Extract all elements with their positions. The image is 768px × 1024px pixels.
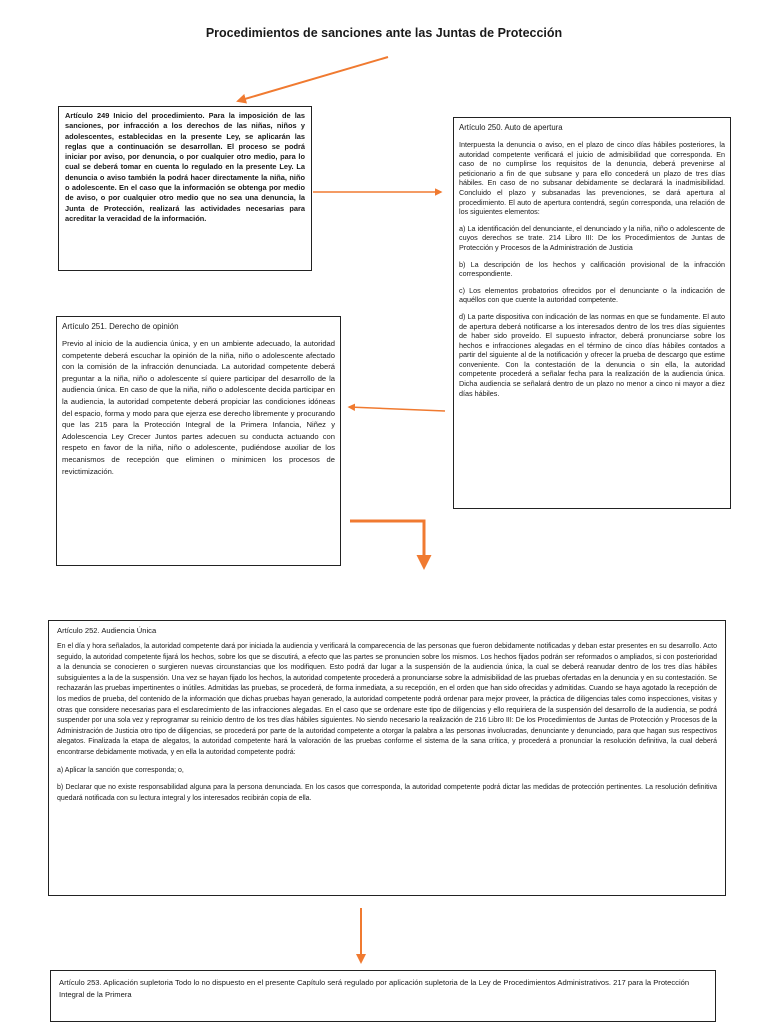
article-253-text: Artículo 253. Aplicación supletoria Todo lo no dispuesto en el presente Capítulo será regulado por aplicación supletoria de la Ley de Procedimientos Administrativos. 217 para la Protección Integral de la Primera <box>59 978 690 999</box>
article-253-box <box>50 970 716 1022</box>
arrow-251-to-252 <box>350 521 424 567</box>
article-250-item-c: c) Los elementos probatorios ofrecidos por el denunciante o la indicación de aquéllos con que cuente la autoridad competente. <box>459 285 725 305</box>
arrow-250-to-251 <box>349 407 445 411</box>
article-252-item-a: a) Aplicar la sanción que corresponda; o, <box>57 766 184 774</box>
article-250-paragraph: Interpuesta la denuncia o aviso, en el plazo de cinco días hábiles posteriores, la autoridad competente verificará el juicio de admisibilidad que corresponda. En caso de no cumplirse los requisitos de la denuncia, deberá prevenirse al peticionario a fin de que subsane y para ello concederá un plazo de tres días hábiles. En caso de no subsanar debidamente se declarará la inadmisibilidad. Concluido el plazo y subsanadas las prevenciones, se dará apertura al procedimiento. El auto de apertura contendrá, según corresponda, una relación de los siguientes elementos: <box>459 140 725 217</box>
article-250-item-b: b) La descripción de los hechos y calificación provisional de la infracción correspondiente. <box>459 259 725 279</box>
article-251-box <box>56 316 341 566</box>
article-252-paragraph: En el día y hora señalados, la autoridad competente dará por iniciada la audiencia y verificará la comparecencia de las personas que fueron debidamente notificadas y deban estar presentes en su desarrollo. Acto seguido, la autoridad competente fijará los hechos, sobre los que se discutirá, a efecto que las partes se pronuncien sobre los mismos. Los hechos fijados podrán ser reformados o ampliados, si con posterioridad a la denuncia se conocieren o surgieren nuevas circunstancias que los modifiquen. Esto podrá dar lugar a la suspensión de la audiencia única, la cual se deberá reanudar dentro de los tres días hábiles subsiguientes a la de la suspensión. Una vez se hayan fijado los hechos, la autoridad competente procederá a pronunciarse sobre la admisibilidad de las pruebas ofertadas en la denuncia y en su contestación. Se rechazarán las pruebas impertinentes o inútiles. Admitidas las pruebas, se procederá, de forma inmediata, a su recepción, en el orden que han sido ofrecidas y admitidas. Cuando se haya agotado la recepción de los medios de prueba, del contenido de la información que dichas pruebas hayan generado, la autoridad competente podrá ordenar para mejor proveer, la práctica de diligencias tales como inspecciones, visitas y otras que considere necesarias para el esclarecimiento de las infracciones alegadas. En el caso que se ordenare este tipo de diligencias y ello requiriera de la suspensión del desarrollo de la audiencia, se podrá suspender por una sola vez y reprogramar su reinicio dentro de los tres días hábiles siguientes. No siendo necesario la realización de 216 Libro III: De los Procedimientos de Juntas de Protección y Procesos de la Administración de Justicia otro tipo de diligencias, se procederá por parte de la autoridad competente a otorgar la palabra a las personas involucradas, denunciante y denunciado, para que hagan sus respectivos alegatos. Finalizada la etapa de alegatos, la autoridad competente hará la valoración de las pruebas conforme el sistema de la sana crítica, y procederá a pronunciar la resolución definitiva, la cual deberá encontrarse debidamente motivada, y en ella la autoridad competente podrá: <box>57 643 717 756</box>
article-251-heading: Artículo 251. Derecho de opinión <box>62 322 179 331</box>
article-251-text: Previo al inicio de la audiencia única, y en un ambiente adecuado, la autoridad competente deberá escuchar la opinión de la niña, niño o adolescente afectado con la comisión de la infracción denunciada. La autoridad competente deberá preguntar a la niña, niño o adolescente sí quiere participar del desarrollo de la audiencia única. En caso de que la niña, niño o adolescente decida participar en la audiencia, la autoridad competente deberá propiciar las condiciones idóneas del espacio, forma y modo para que ejerza ese derecho libremente y procurando que las 215 para la Protección Integral de la Primera Infancia, Niñez y Adolescencia Ley Crecer Juntos partes adecuen su conducta actuando con respeto en favor de la niña, niño o adolescente, pudiéndose auxiliar de los mecanismos de recepción que eliminen o minimicen los procesos de revictimización. <box>62 339 335 476</box>
article-252-item-b: b) Declarar que no existe responsabilidad alguna para la persona denunciada. En los casos que corresponda, la autoridad competente podrá dictar las medidas de protección pertinentes. La resolución definitiva quedará notificada con su lectura integral y los interesados recibirán copia de ella. <box>57 784 717 802</box>
article-252-box <box>48 620 726 896</box>
article-249-box <box>58 106 312 271</box>
article-250-item-d: d) La parte dispositiva con indicación de las normas en que se fundamente. El auto de apertura deberá notificarse a los interesados dentro de los tres días siguientes de haber sido proveído. El supuesto infractor, deberá pronunciarse sobre los hechos e infracciones alegadas en el término de cinco días hábiles contados a partir del siguiente al de la notificación y ofrecer la prueba de descargo que estime conveniente. Con la contestación de la denuncia o sin ella, la autoridad competente procederá a señalar fecha para la realización de la audiencia única. Dicha audiencia se señalará dentro de un plazo no menor a cinco ni mayor a diez días hábiles. <box>459 311 725 398</box>
article-250-box <box>453 117 731 509</box>
page-title: Procedimientos de sanciones ante las Juntas de Protección <box>205 26 563 40</box>
article-252-heading: Artículo 252. Audiencia Única <box>57 626 157 635</box>
arrow-title-to-249 <box>238 57 388 101</box>
article-249-text: Artículo 249 Inicio del procedimiento. Para la imposición de las sanciones, por infracción a los derechos de las niñas, niños y adolescentes, establecidas en la presente Ley, se aplicarán las reglas que a continuación se desarrollan. El proceso se podrá iniciar por aviso, por denuncia, o por cualquier otro medio, para lo cual se deberá tomar en cuenta lo regulado en la presente Ley. La denuncia o aviso también la podrá hacer directamente la niña, niño o adolescente. En el caso que la información se obtenga por medio de aviso, o por cualquier otro medio que no sea una denuncia, la Junta de Protección, realizará las actividades necesarias para acreditar la veracidad de la información. <box>65 111 305 223</box>
article-250-item-a: a) La identificación del denunciante, el denunciado y la niña, niño o adolescente de cuyos derechos se trate. 214 Libro III: De los Procedimientos de Juntas de Protección y Procesos de la Administración de Justicia <box>459 223 725 252</box>
article-250-heading: Artículo 250. Auto de apertura <box>459 123 563 132</box>
